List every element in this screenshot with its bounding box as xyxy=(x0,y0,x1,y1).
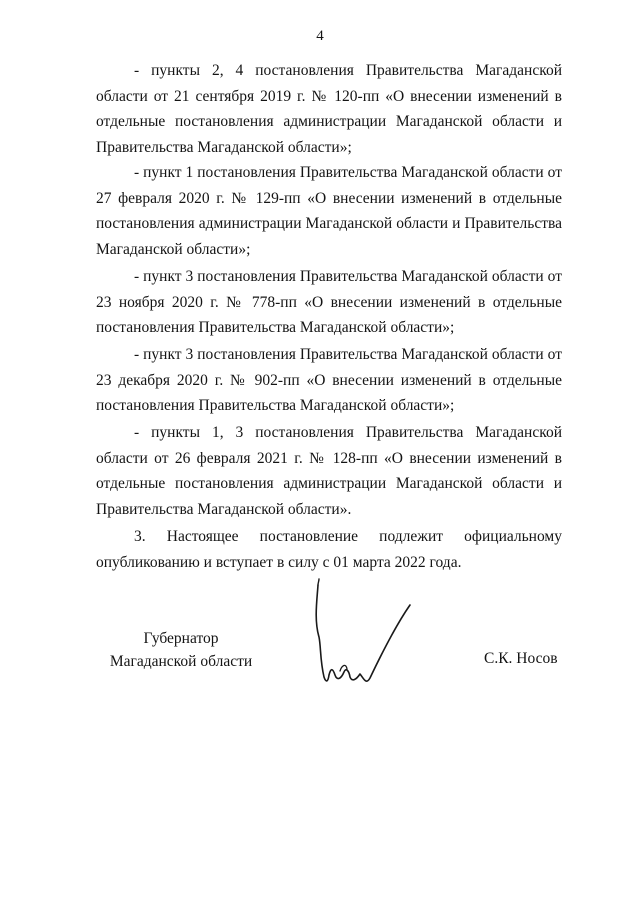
page-number: 4 xyxy=(316,28,324,44)
signer-name: С.К. Носов xyxy=(484,650,558,667)
paragraph-repealed-item-1: - пункты 2, 4 постановления Правительства Магаданской области от 21 сентября 2019 г. № 120-пп «О внесении изменений в отдельные постановления администрации Магаданской области и Правительства Магаданской области»; xyxy=(96,62,562,156)
paragraph-repealed-item-5: - пункты 1, 3 постановления Правительства Магаданской области от 26 февраля 2021 г. № 128-пп «О внесении изменений в отдельные постановления администрации Магаданской области и Правительства Магаданской области». xyxy=(96,424,562,518)
signer-title xyxy=(96,627,266,673)
paragraph-repealed-item-2: - пункт 1 постановления Правительства Магаданской области от 27 февраля 2020 г. № 129-пп «О внесении изменений в отдельные постановления администрации Магаданской области и Правительства Магаданской области»; xyxy=(96,164,562,258)
handwritten-signature xyxy=(300,575,430,695)
paragraph-repealed-item-3: - пункт 3 постановления Правительства Магаданской области от 23 ноября 2020 г. № 778-пп «О внесении изменений в отдельные постановления Правительства Магаданской области»; xyxy=(96,268,562,336)
signer-title-line-1: Губернатор xyxy=(143,630,219,647)
paragraph-repealed-item-4: - пункт 3 постановления Правительства Магаданской области от 23 декабря 2020 г. № 902-пп «О внесении изменений в отдельные постановления Правительства Магаданской области»; xyxy=(96,346,562,414)
signer-title-line-2: Магаданской области xyxy=(109,653,253,670)
paragraph-entry-into-force: 3. Настоящее постановление подлежит официальному опубликованию и вступает в силу с 01 марта 2022 года. xyxy=(96,528,562,571)
